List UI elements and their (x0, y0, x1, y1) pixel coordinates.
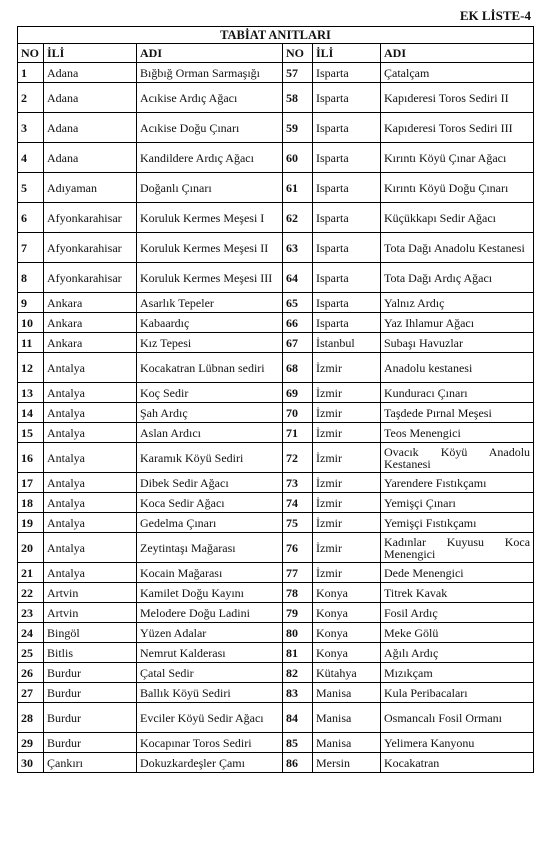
cell-il2: İstanbul (313, 333, 381, 353)
cell-il2: Isparta (313, 143, 381, 173)
table-row (18, 583, 534, 603)
cell-adi: Doğanlı Çınarı (137, 173, 283, 203)
cell-il2: Manisa (313, 733, 381, 753)
cell-no2: 78 (283, 583, 313, 603)
cell-il: Burdur (44, 733, 137, 753)
table-row (18, 263, 534, 293)
cell-adi2: Anadolu kestanesi (381, 353, 534, 383)
table-row (18, 623, 534, 643)
cell-adi2: Yalnız Ardıç (381, 293, 534, 313)
cell-il2: İzmir (313, 443, 381, 473)
cell-il2: Konya (313, 623, 381, 643)
cell-no2: 72 (283, 443, 313, 473)
cell-adi: Yüzen Adalar (137, 623, 283, 643)
cell-il2: Isparta (313, 203, 381, 233)
cell-adi: Kocapınar Toros Sediri (137, 733, 283, 753)
cell-adi2: Kocakatran (381, 753, 534, 773)
cell-no: 22 (18, 583, 44, 603)
cell-il: Çankırı (44, 753, 137, 773)
table-row (18, 443, 534, 473)
cell-adi: Kız Tepesi (137, 333, 283, 353)
cell-il: Antalya (44, 383, 137, 403)
cell-no: 25 (18, 643, 44, 663)
cell-adi2: Küçükkapı Sedir Ağacı (381, 203, 534, 233)
cell-no2: 83 (283, 683, 313, 703)
cell-il2: İzmir (313, 403, 381, 423)
cell-adi: Koruluk Kermes Meşesi II (137, 233, 283, 263)
column-header-no: NO (18, 44, 44, 63)
cell-il2: Kütahya (313, 663, 381, 683)
cell-adi: Zeytintaşı Mağarası (137, 533, 283, 563)
cell-adi: Acıkise Doğu Çınarı (137, 113, 283, 143)
cell-adi: Kocakatran Lübnan sediri (137, 353, 283, 383)
cell-il2: Manisa (313, 683, 381, 703)
table-row (18, 753, 534, 773)
cell-adi2: Osmancalı Fosil Ormanı (381, 703, 534, 733)
cell-no2: 63 (283, 233, 313, 263)
cell-il2: İzmir (313, 493, 381, 513)
cell-il2: Isparta (313, 263, 381, 293)
cell-no2: 62 (283, 203, 313, 233)
cell-no: 7 (18, 233, 44, 263)
cell-no: 16 (18, 443, 44, 473)
cell-no: 14 (18, 403, 44, 423)
table-row (18, 313, 534, 333)
table-row (18, 333, 534, 353)
cell-il: Burdur (44, 663, 137, 683)
cell-il: Antalya (44, 353, 137, 383)
column-header-ili-2: İLİ (313, 44, 381, 63)
cell-il: Ankara (44, 293, 137, 313)
cell-no: 2 (18, 83, 44, 113)
cell-adi: Karamık Köyü Sediri (137, 443, 283, 473)
cell-il2: İzmir (313, 533, 381, 563)
column-header-adi-2: ADI (381, 44, 534, 63)
cell-il: Antalya (44, 403, 137, 423)
table-row (18, 83, 534, 113)
table-title: TABİAT ANITLARI (18, 27, 534, 44)
cell-adi: Koruluk Kermes Meşesi III (137, 263, 283, 293)
cell-no2: 70 (283, 403, 313, 423)
table-row (18, 733, 534, 753)
table-row (18, 383, 534, 403)
cell-adi: Ballık Köyü Sediri (137, 683, 283, 703)
cell-no2: 68 (283, 353, 313, 383)
cell-no: 19 (18, 513, 44, 533)
table-header-row (18, 44, 534, 63)
cell-no: 20 (18, 533, 44, 563)
cell-adi2: Meke Gölü (381, 623, 534, 643)
cell-il2: İzmir (313, 383, 381, 403)
cell-no2: 71 (283, 423, 313, 443)
table-row (18, 513, 534, 533)
cell-no: 9 (18, 293, 44, 313)
cell-adi2: Kırıntı Köyü Çınar Ağacı (381, 143, 534, 173)
cell-no: 8 (18, 263, 44, 293)
cell-il: Antalya (44, 443, 137, 473)
cell-il2: Isparta (313, 113, 381, 143)
table-row (18, 603, 534, 623)
monuments-table (17, 26, 534, 773)
cell-adi2: Ovacık Köyü Anadolu Kestanesi (381, 443, 534, 473)
cell-il2: Isparta (313, 293, 381, 313)
cell-adi: Çatal Sedir (137, 663, 283, 683)
cell-adi: Nemrut Kalderası (137, 643, 283, 663)
cell-no2: 58 (283, 83, 313, 113)
cell-no2: 84 (283, 703, 313, 733)
table-row (18, 423, 534, 443)
cell-adi: Aslan Ardıcı (137, 423, 283, 443)
cell-il2: Isparta (313, 63, 381, 83)
cell-no2: 67 (283, 333, 313, 353)
cell-il: Adana (44, 113, 137, 143)
cell-il: Ankara (44, 333, 137, 353)
cell-il2: Manisa (313, 703, 381, 733)
cell-adi: Şah Ardıç (137, 403, 283, 423)
cell-no2: 61 (283, 173, 313, 203)
table-row (18, 113, 534, 143)
cell-il: Adana (44, 83, 137, 113)
cell-no: 21 (18, 563, 44, 583)
cell-no: 18 (18, 493, 44, 513)
cell-adi: Gedelma Çınarı (137, 513, 283, 533)
table-row (18, 173, 534, 203)
cell-no2: 73 (283, 473, 313, 493)
cell-no: 24 (18, 623, 44, 643)
cell-adi2: Kapıderesi Toros Sediri III (381, 113, 534, 143)
cell-adi2: Kırıntı Köyü Doğu Çınarı (381, 173, 534, 203)
cell-il: Burdur (44, 703, 137, 733)
table-row (18, 643, 534, 663)
cell-il2: İzmir (313, 513, 381, 533)
cell-no2: 80 (283, 623, 313, 643)
cell-il2: İzmir (313, 473, 381, 493)
cell-no2: 59 (283, 113, 313, 143)
cell-adi2: Yemişçi Fıstıkçamı (381, 513, 534, 533)
cell-adi: Koç Sedir (137, 383, 283, 403)
cell-no: 28 (18, 703, 44, 733)
cell-il: Burdur (44, 683, 137, 703)
cell-no: 27 (18, 683, 44, 703)
column-header-no-2: NO (283, 44, 313, 63)
cell-no2: 75 (283, 513, 313, 533)
cell-il: Afyonkarahisar (44, 203, 137, 233)
cell-il2: İzmir (313, 423, 381, 443)
cell-adi: Kamilet Doğu Kayını (137, 583, 283, 603)
table-row (18, 563, 534, 583)
cell-il: Antalya (44, 513, 137, 533)
cell-no2: 65 (283, 293, 313, 313)
cell-adi: Kocain Mağarası (137, 563, 283, 583)
cell-adi: Dokuzkardeşler Çamı (137, 753, 283, 773)
cell-no: 30 (18, 753, 44, 773)
cell-adi: Kandildere Ardıç Ağacı (137, 143, 283, 173)
table-body (18, 63, 534, 773)
cell-adi: Kabaardıç (137, 313, 283, 333)
table-row (18, 63, 534, 83)
cell-il: Adıyaman (44, 173, 137, 203)
cell-adi: Acıkise Ardıç Ağacı (137, 83, 283, 113)
table-row (18, 143, 534, 173)
cell-adi2: Kunduracı Çınarı (381, 383, 534, 403)
table-row (18, 293, 534, 313)
cell-il2: Konya (313, 583, 381, 603)
cell-no2: 66 (283, 313, 313, 333)
cell-adi2: Teos Menengici (381, 423, 534, 443)
cell-il: Artvin (44, 603, 137, 623)
cell-adi: Asarlık Tepeler (137, 293, 283, 313)
cell-adi2: Tota Dağı Anadolu Kestanesi (381, 233, 534, 263)
cell-il2: İzmir (313, 563, 381, 583)
cell-il2: Konya (313, 643, 381, 663)
cell-il: Antalya (44, 533, 137, 563)
table-row (18, 683, 534, 703)
table-row (18, 493, 534, 513)
cell-adi: Koca Sedir Ağacı (137, 493, 283, 513)
cell-no2: 86 (283, 753, 313, 773)
cell-adi2: Ağılı Ardıç (381, 643, 534, 663)
cell-no: 11 (18, 333, 44, 353)
list-label: EK LİSTE-4 (459, 8, 531, 23)
cell-il2: İzmir (313, 353, 381, 383)
cell-il: Bingöl (44, 623, 137, 643)
cell-no2: 74 (283, 493, 313, 513)
cell-il2: Isparta (313, 233, 381, 263)
cell-no2: 79 (283, 603, 313, 623)
cell-il: Antalya (44, 493, 137, 513)
cell-il2: Konya (313, 603, 381, 623)
cell-il: Ankara (44, 313, 137, 333)
cell-adi: Evciler Köyü Sedir Ağacı (137, 703, 283, 733)
cell-adi2: Dede Menengici (381, 563, 534, 583)
cell-adi2: Titrek Kavak (381, 583, 534, 603)
cell-il2: Isparta (313, 313, 381, 333)
cell-no2: 64 (283, 263, 313, 293)
cell-adi2: Taşdede Pırnal Meşesi (381, 403, 534, 423)
cell-adi2: Kadınlar Kuyusu Koca Menengici (381, 533, 534, 563)
cell-no: 5 (18, 173, 44, 203)
cell-no2: 76 (283, 533, 313, 563)
cell-no: 10 (18, 313, 44, 333)
cell-il2: Isparta (313, 83, 381, 113)
cell-no: 3 (18, 113, 44, 143)
cell-adi2: Yaz Ihlamur Ağacı (381, 313, 534, 333)
cell-il: Adana (44, 63, 137, 83)
cell-il: Antalya (44, 423, 137, 443)
cell-adi2: Subaşı Havuzlar (381, 333, 534, 353)
cell-no2: 85 (283, 733, 313, 753)
cell-adi: Dibek Sedir Ağacı (137, 473, 283, 493)
cell-adi2: Kapıderesi Toros Sediri II (381, 83, 534, 113)
cell-no2: 60 (283, 143, 313, 173)
cell-no: 13 (18, 383, 44, 403)
table-row (18, 233, 534, 263)
column-header-ili: İLİ (44, 44, 137, 63)
cell-il: Antalya (44, 563, 137, 583)
cell-no2: 81 (283, 643, 313, 663)
cell-il: Bitlis (44, 643, 137, 663)
cell-no: 26 (18, 663, 44, 683)
table-row (18, 663, 534, 683)
cell-il: Antalya (44, 473, 137, 493)
cell-adi2: Yelimera Kanyonu (381, 733, 534, 753)
cell-adi2: Kula Peribacaları (381, 683, 534, 703)
cell-no2: 77 (283, 563, 313, 583)
cell-il: Adana (44, 143, 137, 173)
table-row (18, 403, 534, 423)
cell-no: 4 (18, 143, 44, 173)
cell-no: 15 (18, 423, 44, 443)
cell-no: 12 (18, 353, 44, 383)
cell-il: Afyonkarahisar (44, 233, 137, 263)
cell-adi2: Mızıkçam (381, 663, 534, 683)
cell-no2: 57 (283, 63, 313, 83)
table-row (18, 203, 534, 233)
cell-adi2: Fosil Ardıç (381, 603, 534, 623)
table-row (18, 703, 534, 733)
cell-il2: Isparta (313, 173, 381, 203)
table-row (18, 473, 534, 493)
cell-adi2: Çatalçam (381, 63, 534, 83)
cell-il2: Mersin (313, 753, 381, 773)
cell-il: Afyonkarahisar (44, 263, 137, 293)
cell-adi2: Tota Dağı Ardıç Ağacı (381, 263, 534, 293)
table-row (18, 353, 534, 383)
cell-no2: 82 (283, 663, 313, 683)
cell-adi: Bığbığ Orman Sarmaşığı (137, 63, 283, 83)
column-header-adi: ADI (137, 44, 283, 63)
table-row (18, 533, 534, 563)
cell-no: 6 (18, 203, 44, 233)
cell-no: 17 (18, 473, 44, 493)
cell-no: 1 (18, 63, 44, 83)
cell-adi: Koruluk Kermes Meşesi I (137, 203, 283, 233)
cell-adi2: Yemişçi Çınarı (381, 493, 534, 513)
cell-no: 23 (18, 603, 44, 623)
cell-no: 29 (18, 733, 44, 753)
cell-no2: 69 (283, 383, 313, 403)
cell-adi: Melodere Doğu Ladini (137, 603, 283, 623)
cell-adi2: Yarendere Fıstıkçamı (381, 473, 534, 493)
cell-il: Artvin (44, 583, 137, 603)
